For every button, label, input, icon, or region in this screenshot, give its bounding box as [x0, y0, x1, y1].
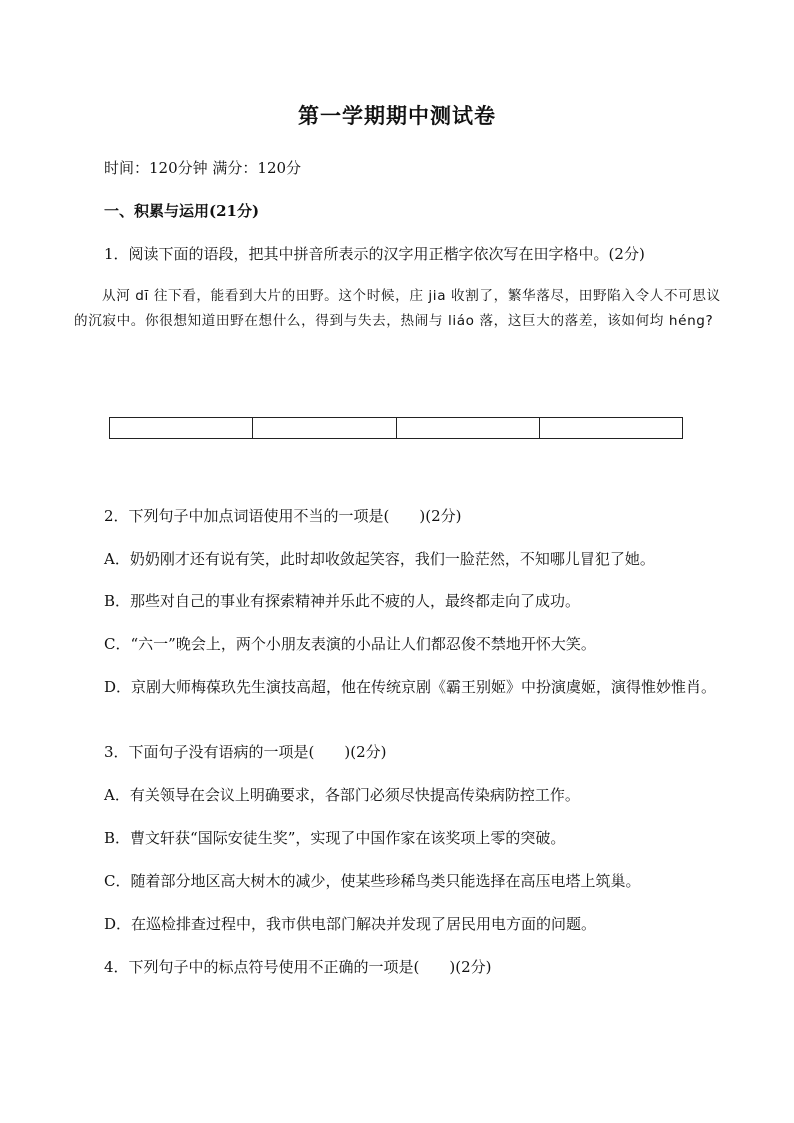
- question-3-option-b: B．曹文轩获“国际安徒生奖”，实现了中国作家在该奖项上零的突破。: [104, 829, 566, 847]
- question-3-option-d: D．在巡检排查过程中，我市供电部门解决并发现了居民用电方面的问题。: [104, 915, 597, 933]
- section-heading: 一、积累与运用(21分): [104, 202, 260, 220]
- question-2-stem: 2．下列句子中加点词语使用不当的一项是( )(2分): [104, 507, 462, 525]
- question-3-option-a: A．有关领导在会议上明确要求，各部门必须尽快提高传染病防控工作。: [104, 786, 580, 804]
- question-1-passage: 从河 dī 往下看，能看到大片的田野。这个时候，庄 jia 收割了，繁华落尽，田野陷入令人不可思议的沉寂中。你很想知道田野在想什么，得到与失去，热闹与 liáo 落，这巨大的落差，该如何均 héng?: [74, 288, 721, 329]
- question-2-option-a: A．奶奶刚才还有说有笑，此时却收敛起笑容，我们一脸茫然，不知哪儿冒犯了她。: [104, 550, 655, 568]
- exam-meta: 时间：120分钟 满分：120分: [104, 159, 302, 177]
- tianzige-answer-grid[interactable]: [109, 417, 683, 439]
- question-2-option-d: D．京剧大师梅葆玖先生演技高超，他在传统京剧《霸王别姬》中扮演虞姬，演得惟妙惟肖。: [104, 678, 717, 696]
- question-2-option-c: C．“六一”晚会上，两个小朋友表演的小品让人们都忍俊不禁地开怀大笑。: [104, 635, 596, 653]
- question-2-option-b: B．那些对自己的事业有探索精神并乐此不疲的人，最终都走向了成功。: [104, 592, 581, 610]
- answer-cell-1[interactable]: [110, 418, 253, 438]
- question-4-stem: 4．下列句子中的标点符号使用不正确的一项是( )(2分): [104, 958, 492, 976]
- answer-cell-4[interactable]: [540, 418, 682, 438]
- question-1-stem: 1．阅读下面的语段，把其中拼音所表示的汉字用正楷字依次写在田字格中。(2分): [104, 245, 645, 263]
- answer-cell-3[interactable]: [397, 418, 540, 438]
- question-3-option-c: C．随着部分地区高大树木的减少，使某些珍稀鸟类只能选择在高压电塔上筑巢。: [104, 872, 641, 890]
- question-3-stem: 3．下面句子没有语病的一项是( )(2分): [104, 743, 387, 761]
- answer-cell-2[interactable]: [253, 418, 396, 438]
- page-title: 第一学期期中测试卷: [298, 103, 496, 128]
